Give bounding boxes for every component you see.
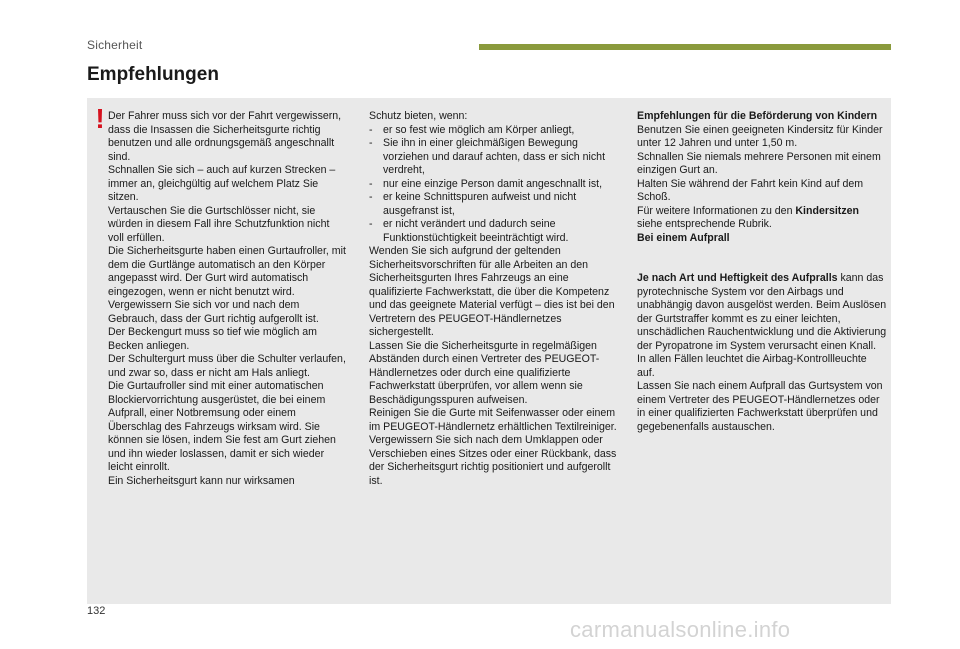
list-dash: - [369,123,373,136]
paragraph: Der Schultergurt muss über die Schulter verlaufen, und zwar so, dass er nicht am Hals anliegt. [108,353,346,379]
paragraph: Die Gurtaufroller sind mit einer automatischen Blockiervorrichtung ausgerüstet, die bei einem Aufprall, einer Notbremsung oder einem Überschlag des Fahrzeugs wirksam wird. Sie können sie lösen, indem Sie fest am Gurt ziehen und ihn wieder loslassen, damit er sich wieder leicht einrollt. [108,380,336,473]
list-dash: - [369,177,373,190]
list-item [369,137,617,178]
text-run: kann das pyrotechnische System vor den Airbags und unabhängig davon ausgelöst werden. Beim Auslösen der Gurtstraffer kommt es zu einer leichten, unschädlichen Rauchentwicklung und die Aktivierung der Pyropatrone im System verursacht einen Knall. [637,272,887,352]
list-dash: - [369,218,373,230]
column-1 [108,110,348,488]
paragraph: Die Sicherheitsgurte haben einen Gurtaufroller, mit dem die Gurtlänge automatisch an den Körper angepasst wird. Der Gurt wird automatisch eingezogen, wenn er nicht benutzt wird. [108,245,346,298]
paragraph: Vergewissern Sie sich vor und nach dem Gebrauch, dass der Gurt richtig aufgerollt ist. [108,299,319,325]
paragraph: Ein Sicherheitsgurt kann nur wirksamen [108,474,295,487]
child-seats-link-text: Kindersitzen [795,204,859,217]
list-item-text: er keine Schnittspuren aufweist und nicht ausgefranst ist, [383,191,577,217]
list-dash: - [369,191,373,203]
paragraph: Vertauschen Sie die Gurtschlösser nicht, sie würden in diesem Fall ihre Schutzfunktion nicht voll erfüllen. [108,204,330,244]
page-title: Empfehlungen [87,64,219,85]
impact-heading: Bei einem Aufprall [637,231,730,244]
list-item [369,178,617,192]
page-number: 132 [87,605,106,617]
watermark: carmanualsonline.info [570,617,791,642]
text-run: siehe entsprechende Rubrik. [637,218,772,230]
paragraph: Wenden Sie sich aufgrund der geltenden Sicherheitsvorschriften für alle Arbeiten an den Sicherheitsgurten Ihres Fahrzeugs an eine qualifizierte Fachwerkstatt, die über die Kompetenz und das geeignete Material verfügt – dies ist bei den Vertretern des PEUGEOT-Händlernetzes sichergestellt. [369,245,615,338]
warning-exclamation-icon: ! [95,103,105,134]
paragraph: Benutzen Sie einen geeigneten Kindersitz für Kinder unter 12 Jahren und unter 1,50 m. [637,123,883,149]
paragraph [637,205,887,232]
list-item [369,218,617,245]
list-item-text: er nicht verändert und dadurch seine Funktionstüchtigkeit beeinträchtigt wird. [383,218,569,244]
list-item-text: Sie ihn in einer gleichmäßigen Bewegung vorziehen und darauf achten, dass er sich nicht verdreht, [383,137,606,176]
paragraph [637,272,887,353]
paragraph: In allen Fällen leuchtet die Airbag-Kontrollleuchte auf. [637,353,867,379]
paragraph: Schnallen Sie niemals mehrere Personen mit einem einzigen Gurt an. [637,150,881,176]
column-3 [637,110,887,434]
paragraph: Der Fahrer muss sich vor der Fahrt vergewissern, dass die Insassen die Sicherheitsgurte richtig benutzen und alle ordnungsgemäß angeschnallt sind. [108,110,342,163]
paragraph: Der Beckengurt muss so tief wie möglich am Becken anliegen. [108,326,318,352]
list-item-text: nur eine einzige Person damit angeschnallt ist, [383,177,603,190]
list-item [369,191,617,218]
paragraph: Reinigen Sie die Gurte mit Seifenwasser oder einem im PEUGEOT-Händlernetz erhältlichen Textilreiniger. [369,407,617,433]
section-label: Sicherheit [87,38,143,52]
column-2 [369,110,617,488]
paragraph: Vergewissern Sie sich nach dem Umklappen oder Verschieben eines Sitzes oder einer Rückbank, dass der Sicherheitsgurt richtig positioniert und aufgerollt ist. [369,434,617,487]
paragraph: Lassen Sie nach einem Aufprall das Gurtsystem von einem Vertreter des PEUGEOT-Händlernetzes oder in einer qualifizierten Fachwerkstatt überprüfen und gegebenenfalls austauschen. [637,380,883,433]
paragraph: Lassen Sie die Sicherheitsgurte in regelmäßigen Abständen durch einen Vertreter des PEUGEOT-Händlernetzes oder durch eine qualifizierte Fachwerkstatt überprüfen, vor allem wenn sie Beschädigungsspuren aufweisen. [369,339,600,406]
list-item-text: er so fest wie möglich am Körper anliegt, [383,123,575,136]
child-transport-heading: Empfehlungen für die Beförderung von Kindern [637,110,878,122]
list-item [369,124,617,138]
paragraph: Schnallen Sie sich – auch auf kurzen Strecken – immer an, gleichgültig auf welchem Platz Sie sitzen. [108,164,336,203]
paragraph: Schutz bieten, wenn: [369,110,468,122]
header-accent-bar [479,44,891,50]
text-run-bold: Je nach Art und Heftigkeit des Aufpralls [637,272,838,284]
spacer [637,245,887,272]
list-dash: - [369,137,373,149]
paragraph: Halten Sie während der Fahrt kein Kind auf dem Schoß. [637,177,864,203]
text-run: Für weitere Informationen zu den [637,204,796,217]
